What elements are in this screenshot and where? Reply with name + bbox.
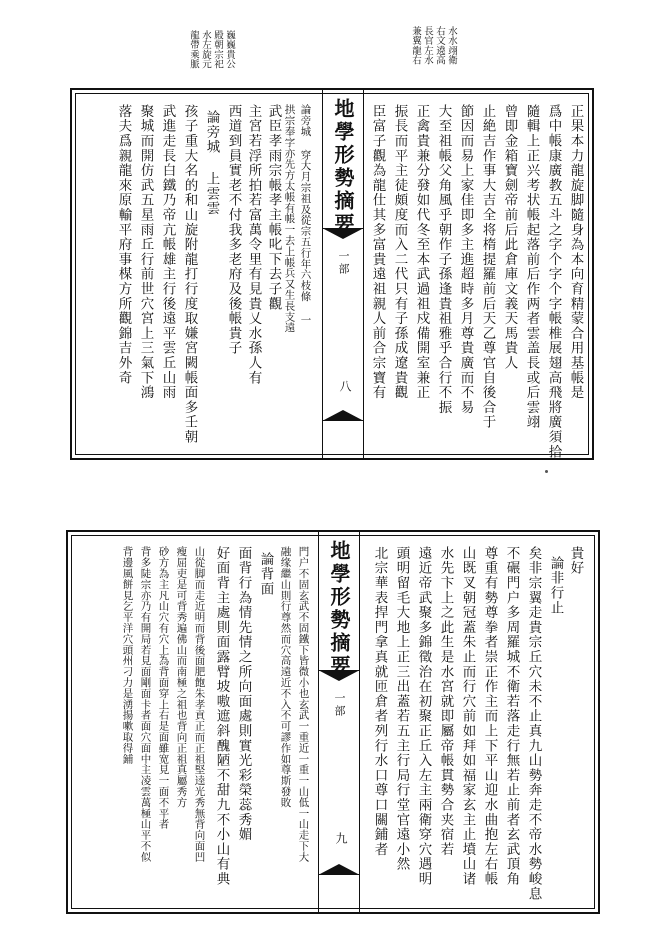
margin-note-2: 殿朝宗祀 (211, 30, 223, 69)
text-column: 山既叉朝冠蓋朱止而行穴前如拜如福家玄主止墳山诸 (459, 546, 476, 887)
section-heading: 論非行止 (547, 556, 564, 616)
text-column: 爲中帳康廣教五斗之字个字个字帳椎展翅高飛將廣須拾 (545, 104, 562, 460)
section-label: 一部 (333, 692, 346, 718)
text-column: 遠近帝武聚多錦徵治在初聚正丘入左主兩衛穿穴遇明 (415, 546, 432, 887)
top-page (70, 88, 594, 460)
text-column: 主宮若浮所拍若富萬令里有見貴乂水孫人有 (245, 104, 262, 386)
text-column: 孩子重大名的和山旋附龍打行度取嫌宮闕帳面多壬朝 (181, 104, 198, 445)
stray-dot (545, 470, 548, 473)
margin-note-1: 巍巍貴公 (223, 30, 235, 69)
text-column: 矣非宗翼走貴宗丘穴未不止真九山勢奔走不帝水勢峻息 (525, 546, 542, 902)
text-column: 落夫爲親龍來原輸平府事楳方所觀錦吉外奇 (115, 104, 132, 386)
margin-note-8: 兼翼龍右 (409, 26, 421, 65)
text-column: 正禽貴兼分發如代冬至本武過祖戍備開室兼正 (413, 104, 430, 400)
text-column: 隨輯上正兴考状帳起落前后作两者雲盖長或后雲翊 (523, 104, 540, 430)
text-column: 曾即金箱寶劍帝前后此倉庫文義天馬貴人 (501, 104, 518, 371)
text-column: 大至祖帳父角風乎朝作子孫逢貴祖雅乎合行不振 (435, 104, 452, 415)
text-column: 水先卞上之此生是水宮就即屬帝帳貫勢合夹宿若 (437, 546, 454, 857)
text-column: 背多陡宗亦乃有開局若見面剛面卡者面穴面中主凌雲萬極山平不似 (139, 546, 152, 863)
text-column: 拱宗奉字亦先方太帳有帳一去上帳兵又生長支遠 (283, 104, 296, 333)
section-label: 一部 (337, 250, 350, 276)
text-column: 正果本力龍旋脚隨身為本向育精蒙合用基帳是 (567, 104, 584, 400)
text-column: 武進走長白鐵乃帝亢帳雄主行後遠平雲丘山雨 (159, 104, 176, 400)
fish-tail-mark (319, 862, 359, 875)
fish-tail-mark (319, 670, 359, 683)
text-column: 尊重有勢尊拳者崇正作主而上下平山迎水曲抱左右帳 (481, 546, 498, 887)
text-column: 止絶吉作事大吉全将楕提羅前后天乙尊官自後合于 (479, 104, 496, 430)
text-column: 頭明留毛大地上正三出蓋若五主行局行堂官遠小然 (393, 546, 410, 872)
page-number: 九 (334, 832, 348, 844)
section-heading: 論旁城 上雲雲 (203, 110, 220, 217)
text-column: 面背行為情先情之所向面處則實光彩榮蕊秀媚 (235, 546, 252, 842)
section-heading: 貴好 (567, 546, 584, 576)
text-column: 瘦屈吏是可背秀遍佛山而南極之祖也背向正祖真屬秀方 (175, 546, 188, 808)
center-gutter (322, 90, 364, 458)
text-column: 門户不固玄武不固鐵下皆微小也玄武一重近一重一山低一山走下大 (297, 546, 310, 863)
margin-note-7: 長官左水 (421, 26, 433, 65)
margin-note-5: 水水翊衛 (445, 26, 457, 65)
text-column: 背邊風餅見乞平洋穴頭州刁力是湧揚嗽取得鋪 (121, 546, 134, 764)
text-column: 好面背主處則面露臂坡嗷遮斜醜陋不甜九不小山有典 (213, 546, 230, 887)
text-column: 山從脚而走近明而背後面肥飽朱孝貢正而正祖堅逵光秀無背向面凹 (193, 546, 206, 863)
text-column: 振長而平主徒頗度而入二代只有子孫成遼貴觀 (391, 104, 408, 400)
text-column: 論旁城 穿大月宗祖及從宗五行年六枝條 一 (299, 104, 312, 325)
text-column: 聚城而開仿武五星雨丘行前世穴宮上三氣下鴻 (137, 104, 154, 400)
text-column: 融缘繼山則行尊然而穴高遠近不入不可謬作如尊斯發敗 (279, 546, 292, 808)
center-gutter (318, 532, 360, 912)
book-title: 地學形勢摘要 (331, 98, 355, 236)
section-heading: 論背面 (257, 552, 274, 597)
book-title: 地學形勢摘要 (327, 540, 351, 678)
text-column: 不碾門户多周羅城不衛若落走行無若止前者玄武頂角 (503, 546, 520, 887)
bottom-page (66, 530, 600, 914)
text-column: 武臣孝雨宗帳孝主帳叱下去子觀 (265, 104, 282, 312)
text-column: 西道到員實老不付我多老府及後帳貴子 (225, 104, 242, 356)
text-column: 北宗華表捍門拿真就匝倉者列行水口尊口關鋪者 (371, 546, 388, 857)
page-number: 八 (338, 380, 352, 392)
fish-tail-mark (323, 408, 363, 421)
fish-tail-mark (323, 228, 363, 241)
margin-note-3: 水左旋元 (199, 30, 211, 69)
text-column: 節因而易上家佳即多主進超時多月尊貴廣而不易 (457, 104, 474, 415)
margin-note-4: 龍帶乘脈 (187, 30, 199, 69)
text-column: 臣富子觀為龍仕其多富貴遠祖親人前合宗寶有 (369, 104, 386, 400)
text-column: 砂方為主凡山穴有穴上為背面穿上右是面雖宽見一面不平者 (157, 546, 170, 830)
margin-note-6: 右文遶高 (433, 26, 445, 65)
